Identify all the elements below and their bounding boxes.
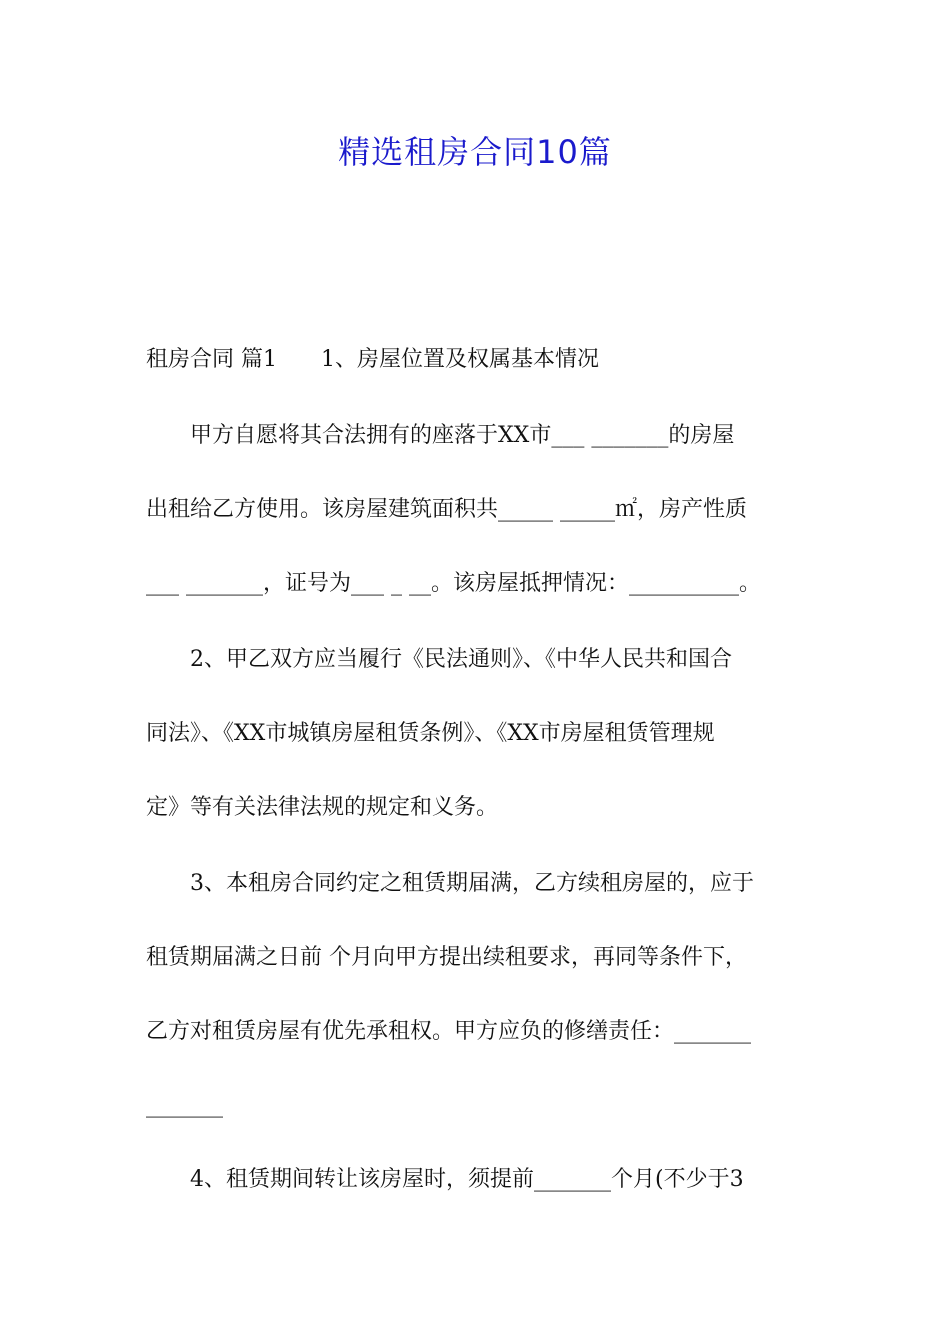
paragraph-line: _______ (146, 1093, 223, 1118)
section-heading: 租房合同 篇1 1、房屋位置及权属基本情况 (146, 347, 599, 372)
paragraph-line: 定》等有关法律法规的规定和义务。 (146, 795, 499, 820)
paragraph-line: 甲方自愿将其合法拥有的座落于XX市___ _______的房屋 (190, 423, 735, 448)
document-title: 精选租房合同10篇 (338, 133, 612, 171)
paragraph-line: 出租给乙方使用。该房屋建筑面积共_____ _____㎡，房产性质 (146, 497, 747, 522)
paragraph-line: 2、甲乙双方应当履行《民法通则》、《中华人民共和国合 (190, 647, 732, 672)
paragraph-line: 3、本租房合同约定之租赁期届满，乙方续租房屋的，应于 (190, 871, 754, 896)
paragraph-line: 租赁期届满之日前 个月向甲方提出续租要求，再同等条件下， (146, 945, 747, 970)
paragraph-line: 4、租赁期间转让该房屋时，须提前_______个月(不少于3 (190, 1167, 744, 1192)
paragraph-line: ___ _______，证号为___ _ __。该房屋抵押情况：__________。 (146, 571, 761, 596)
paragraph-line: 同法》、《XX市城镇房屋租赁条例》、《XX市房屋租赁管理规 (146, 721, 715, 746)
paragraph-line: 乙方对租赁房屋有优先承租权。甲方应负的修缮责任：_______ (146, 1019, 752, 1044)
